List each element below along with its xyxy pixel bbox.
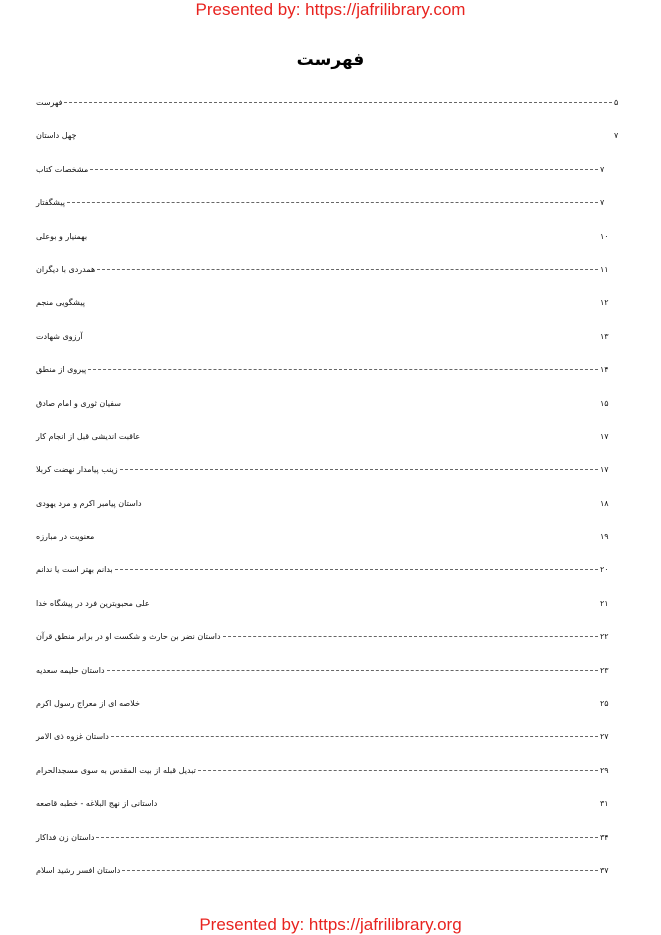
toc-entry-row[interactable]: [36, 732, 610, 741]
toc-entry-row[interactable]: [36, 866, 610, 875]
toc-entry-row[interactable]: [36, 833, 610, 842]
header-banner[interactable]: Presented by: https://jafrilibrary.com: [195, 0, 466, 19]
toc-entry-page-number[interactable]: ۱۷: [600, 431, 609, 441]
toc-entry-row[interactable]: [36, 298, 610, 307]
toc-entry-label[interactable]: بدانم بهتر است یا ندانم: [36, 565, 113, 575]
toc-entry-row[interactable]: [36, 432, 610, 441]
toc-entry-row[interactable]: [36, 666, 610, 675]
toc-leader-dots: [96, 837, 598, 838]
toc-entry[interactable]: [36, 95, 624, 128]
toc-entry-page-number[interactable]: ۲۳: [600, 665, 609, 675]
toc-entry[interactable]: [36, 830, 624, 863]
toc-entry[interactable]: [36, 629, 624, 662]
toc-entry-page-number[interactable]: ۲۱: [600, 598, 609, 608]
toc-entry-row[interactable]: [36, 232, 610, 241]
toc-entry-page-number[interactable]: ۱۵: [600, 398, 609, 408]
toc-entry-label[interactable]: فهرست: [36, 98, 63, 107]
toc-entry-label[interactable]: همدردی با دیگران: [36, 264, 96, 274]
toc-entry[interactable]: [36, 396, 624, 429]
toc-entry-row[interactable]: [36, 265, 610, 274]
toc-entry-page-number[interactable]: ۳۷: [600, 865, 609, 875]
toc-entry[interactable]: [36, 195, 624, 228]
toc-leader-dots: [115, 569, 598, 570]
toc-leader-dots: [90, 169, 598, 170]
toc-leader-dots: [223, 636, 598, 637]
toc-entry-row[interactable]: [36, 499, 610, 508]
toc-entry-label[interactable]: زینب پیامدار نهضت کربلا: [36, 465, 118, 475]
toc-entry-row[interactable]: [36, 565, 610, 574]
toc-entry-label[interactable]: خلاصه ای از معراج رسول اکرم: [36, 699, 140, 709]
toc-entry-label[interactable]: داستان پیامبر اکرم و مرد یهودی: [36, 498, 142, 508]
toc-entry-label[interactable]: داستان زن فداکار: [36, 832, 95, 842]
toc-entry-page-number[interactable]: ۱۹: [600, 532, 609, 542]
toc-leader-dots: [120, 469, 598, 470]
toc-entry-label[interactable]: داستان غزوه ذی الامر: [36, 732, 109, 742]
toc-leader-dots: [111, 736, 598, 737]
toc-entry-row[interactable]: [36, 599, 610, 608]
toc-entry-row[interactable]: [36, 766, 610, 775]
toc-leader-dots: [122, 870, 598, 871]
toc-entry-row[interactable]: [36, 799, 610, 808]
toc-entry-label[interactable]: عاقبت اندیشی قبل از انجام کار: [36, 431, 141, 441]
toc-entry-label[interactable]: معنویت در مبارزه: [36, 532, 95, 542]
toc-entry-label[interactable]: پیروی از منطق: [36, 365, 87, 375]
footer-banner[interactable]: Presented by: https://jafrilibrary.org: [199, 915, 462, 934]
toc-leader-dots: [88, 369, 598, 370]
toc-entry-label[interactable]: پیشگویی منجم: [36, 298, 85, 308]
toc-entry-page-number[interactable]: ۱۰: [600, 231, 609, 241]
toc-entry-label[interactable]: سفیان ثوری و امام صادق: [36, 398, 121, 408]
toc-entry-row[interactable]: [36, 332, 610, 341]
toc-entry[interactable]: [36, 729, 624, 762]
toc-entry-row[interactable]: [36, 632, 610, 641]
toc-entry-page-number[interactable]: ۱۱: [600, 264, 609, 274]
toc-entry[interactable]: [36, 863, 624, 896]
toc-entry[interactable]: [36, 462, 624, 495]
toc-entry-row[interactable]: [36, 399, 610, 408]
toc-entry[interactable]: [36, 329, 624, 362]
toc-entry-label[interactable]: چهل داستان: [36, 131, 77, 141]
toc-entry-label[interactable]: پیشگفتار: [36, 198, 65, 208]
toc-entry-page-number[interactable]: ۳۱: [600, 799, 609, 809]
toc-entry[interactable]: [36, 529, 624, 562]
toc-entry[interactable]: [36, 362, 624, 395]
toc-entry-page-number[interactable]: ۲۲: [600, 632, 609, 642]
toc-entry-page-number[interactable]: ۷: [614, 131, 619, 141]
toc-entry-row[interactable]: [36, 198, 610, 207]
toc-entry-page-number[interactable]: ۱۳: [600, 331, 609, 341]
toc-entry[interactable]: [36, 696, 624, 729]
toc-entry-page-number[interactable]: ۱۸: [600, 498, 609, 508]
toc-entry-row[interactable]: [36, 532, 610, 541]
toc-entry-row[interactable]: [36, 365, 610, 374]
toc-entry-page-number[interactable]: ۲۷: [600, 732, 609, 742]
toc-entry[interactable]: [36, 429, 624, 462]
toc-entry-row[interactable]: [36, 465, 610, 474]
toc-entry-row[interactable]: [36, 98, 624, 107]
toc-entry[interactable]: [36, 162, 624, 195]
toc-leader-dots: [64, 102, 612, 103]
toc-entry-page-number[interactable]: ۱۲: [600, 298, 609, 308]
toc-entry[interactable]: [36, 763, 624, 796]
toc-entry-label[interactable]: تبدیل قبله از بیت المقدس به سوی مسجدالحرام: [36, 765, 196, 775]
table-of-contents: [36, 95, 624, 896]
toc-entry-page-number[interactable]: ۲۵: [600, 699, 609, 709]
toc-entry-page-number[interactable]: ۲۹: [600, 765, 609, 775]
toc-entry-label[interactable]: مشخصات کتاب: [36, 164, 89, 174]
toc-entry-page-number[interactable]: ۷: [600, 198, 605, 208]
toc-leader-dots: [97, 269, 598, 270]
toc-entry[interactable]: [36, 229, 624, 262]
toc-entry-label[interactable]: علی محبوبترین فرد در پیشگاه خدا: [36, 598, 150, 608]
toc-entry-page-number[interactable]: ۳۴: [600, 832, 609, 842]
toc-entry-page-number[interactable]: ۱۴: [600, 365, 609, 375]
toc-leader-dots: [198, 770, 598, 771]
page-title: فهرست: [296, 50, 365, 70]
toc-entry-label[interactable]: داستان نضر بن حارث و شکست او در برابر منطق قرآن: [36, 632, 221, 642]
toc-entry[interactable]: [36, 496, 624, 529]
toc-entry[interactable]: [36, 295, 624, 328]
toc-entry-label[interactable]: بهمنیار و بوعلی: [36, 231, 88, 241]
toc-entry-page-number[interactable]: ۵: [614, 98, 619, 107]
toc-leader-dots: [107, 670, 599, 671]
toc-entry[interactable]: [36, 663, 624, 696]
toc-entry[interactable]: [36, 128, 624, 161]
toc-entry-label[interactable]: داستانی از نهج البلاغه - خطبه قاصعه: [36, 799, 158, 809]
toc-entry-page-number[interactable]: ۱۷: [600, 465, 609, 475]
toc-entry[interactable]: [36, 262, 624, 295]
toc-entry-label[interactable]: آرزوی شهادت: [36, 331, 83, 341]
toc-entry[interactable]: [36, 596, 624, 629]
toc-entry-row[interactable]: [36, 699, 610, 708]
toc-entry[interactable]: [36, 562, 624, 595]
toc-entry-page-number[interactable]: ۷: [600, 164, 605, 174]
toc-entry-label[interactable]: داستان افسر رشید اسلام: [36, 865, 121, 875]
toc-entry-row[interactable]: [36, 131, 624, 140]
toc-entry-row[interactable]: [36, 165, 610, 174]
toc-entry-page-number[interactable]: ۲۰: [600, 565, 609, 575]
toc-leader-dots: [67, 202, 598, 203]
toc-entry-label[interactable]: داستان حلیمه سعدیه: [36, 665, 105, 675]
toc-entry[interactable]: [36, 796, 624, 829]
